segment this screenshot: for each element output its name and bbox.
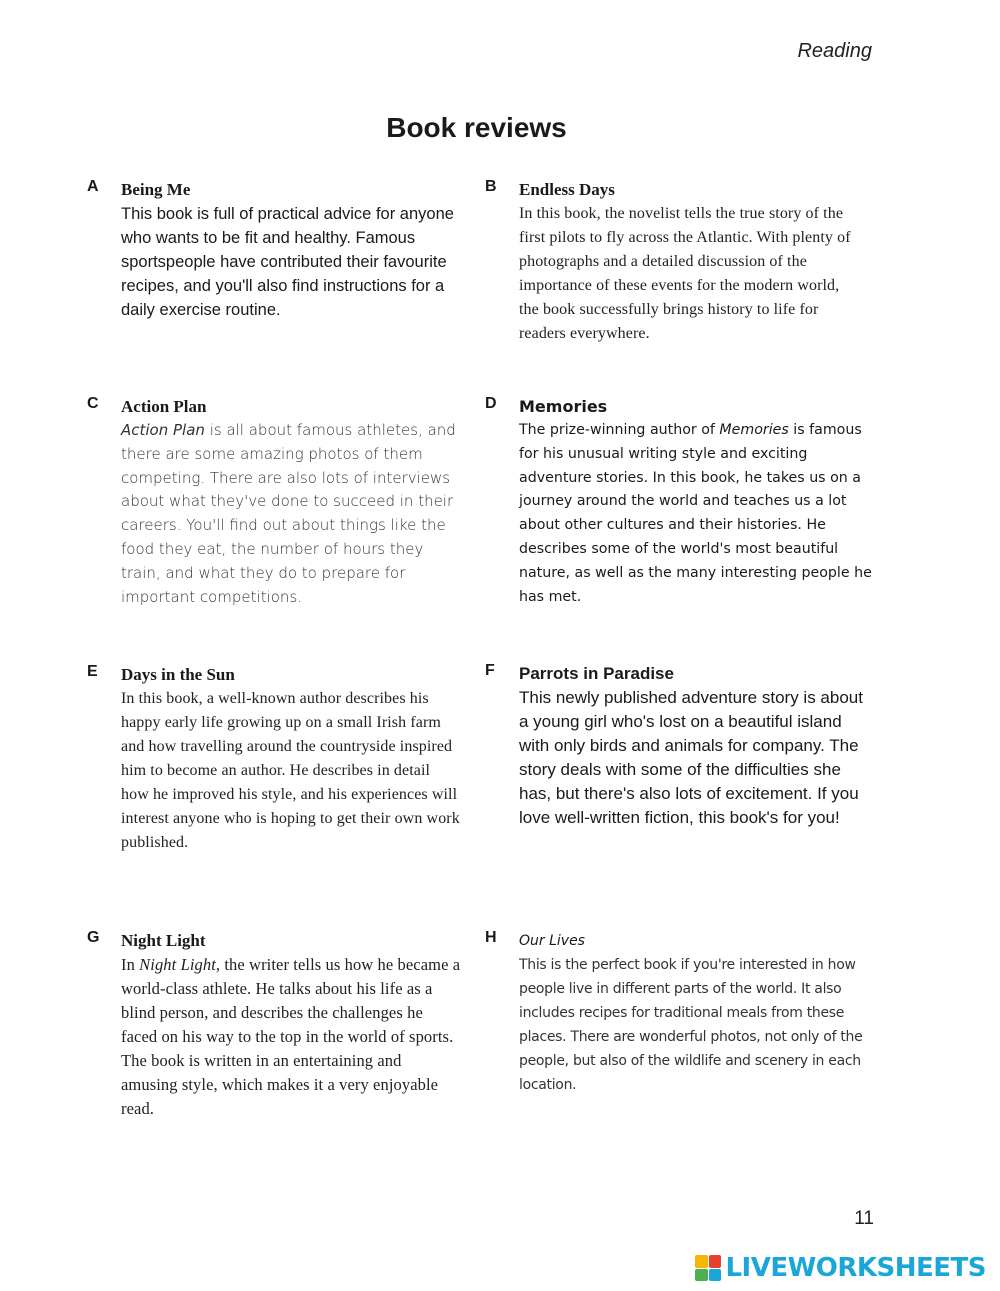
review-title: Days in the Sun xyxy=(121,665,235,684)
review-a xyxy=(87,178,461,322)
review-letter: A xyxy=(87,178,99,195)
book-title-inline: Memories xyxy=(719,422,789,438)
book-title-inline: Night Light xyxy=(139,955,216,974)
review-letter: D xyxy=(485,395,497,412)
brand-watermark xyxy=(695,1253,986,1283)
brand-name: LIVEWORKSHEETS xyxy=(725,1253,986,1283)
review-body-text: is famous for his unusual writing style and exciting adventure stories. In this book, he takes us on a journey around the world and teaches us a lot about other cultures and their histories. He describes some of the world's most beautiful nature, as well as the many interesting people he has met. xyxy=(519,422,872,605)
review-body-text: is all about famous athletes, and there are some amazing photos of them competing. There are also lots of interviews about what they've done to succeed in their careers. You'll find out about things like the food they eat, the number of hours they train, and what they do to prepare for important competitions. xyxy=(121,421,456,606)
review-body: This is the perfect book if you're interested in how people live in different parts of the world. It also includes recipes for traditional meals from these places. There are wonderful photos, not only of the people, but also of the wildlife and scenery in each location. xyxy=(519,957,863,1093)
review-body-text: The prize-winning author of xyxy=(519,422,720,438)
review-body xyxy=(121,953,461,1121)
review-letter: B xyxy=(485,178,497,195)
page-title: Book reviews xyxy=(386,112,567,143)
review-body: In this book, a well-known author describes his happy early life growing up on a small Irish farm and how travelling around the countryside inspired him to become an author. He describes in detail how he improved his style, and his experiences will interest anyone who is hoping to get their own work published. xyxy=(121,690,460,851)
review-e xyxy=(87,663,461,855)
review-f xyxy=(485,662,874,830)
review-title: Night Light xyxy=(121,931,206,950)
review-title: Endless Days xyxy=(519,180,615,199)
review-b xyxy=(485,178,859,346)
review-title: Our Lives xyxy=(519,933,585,949)
review-body-text: , the writer tells us how he became a world-class athlete. He talks about his life as a blind person, and describes the challenges he faced on his way to the top in the world of sports. The book is written in an entertaining and amusing style, which makes it a very enjoyable read. xyxy=(121,955,461,1118)
review-g xyxy=(87,929,461,1121)
review-body xyxy=(519,419,879,609)
review-body: In this book, the novelist tells the true story of the first pilots to fly across the Atlantic. With plenty of photographs and a detailed discussion of the importance of these events for the modern world, the book successfully brings history to life for readers everywhere. xyxy=(519,205,851,342)
page-number: 11 xyxy=(854,1208,874,1229)
review-d xyxy=(485,395,879,609)
review-body xyxy=(121,419,461,609)
review-letter: H xyxy=(485,929,497,946)
review-letter: F xyxy=(485,662,495,679)
review-title: Parrots in Paradise xyxy=(519,664,674,683)
review-body-text: In xyxy=(121,955,140,974)
section-label: Reading xyxy=(797,40,872,62)
review-title: Memories xyxy=(519,397,608,416)
review-title: Being Me xyxy=(121,180,191,199)
review-c xyxy=(87,395,461,609)
review-letter: G xyxy=(87,929,100,946)
liveworksheets-logo-icon xyxy=(695,1255,721,1281)
review-letter: E xyxy=(87,663,98,680)
book-title-inline: Action Plan xyxy=(121,421,205,439)
review-letter: C xyxy=(87,395,99,412)
review-title: Action Plan xyxy=(121,397,207,416)
review-body: This newly published adventure story is about a young girl who's lost on a beautiful island with only birds and animals for company. The story deals with some of the difficulties she has, but there's also lots of excitement. If you love well-written fiction, this book's for you! xyxy=(519,688,863,827)
review-h xyxy=(485,929,864,1097)
review-body: This book is full of practical advice for anyone who wants to be fit and healthy. Famous sportspeople have contributed their favourite recipes, and you'll also find instructions for a daily exercise routine. xyxy=(121,205,454,319)
